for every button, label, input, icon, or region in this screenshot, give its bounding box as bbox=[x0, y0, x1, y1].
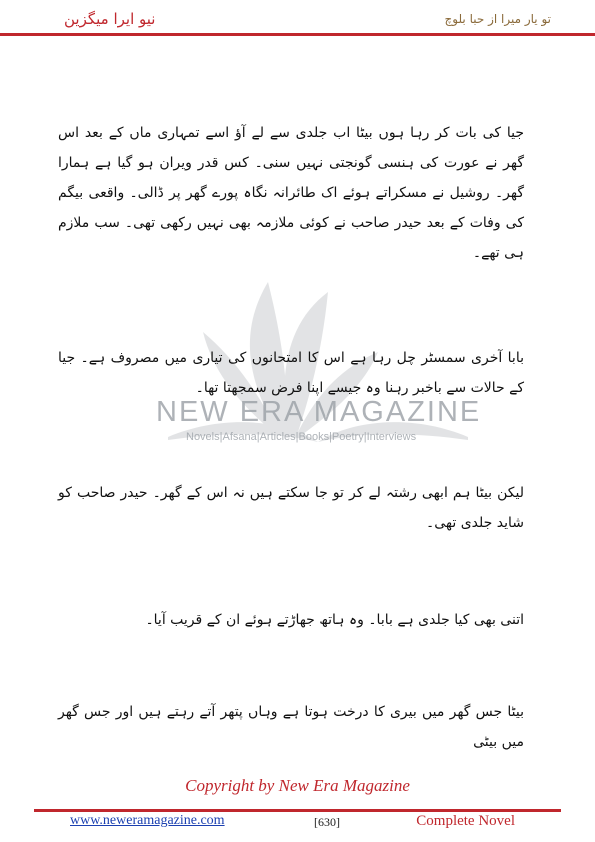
paragraph-5: بیٹا جس گھر میں بیری کا درخت ہوتا ہے وہاں پتھر آتے رہتے ہیں اور جس گھر میں بیٹی bbox=[58, 704, 524, 750]
paragraph-1: جیا کی بات کر رہا ہوں بیٹا اب جلدی سے لے آؤ اسے تمہاری ماں کے بعد اس گھر نے عورت کی ہنسی گونجتی نہیں سنی۔ کس قدر ویران ہو گیا ہے ہمارا گھر۔ روشیل نے مسکراتے ہوئے اک طائرانہ نگاہ پورے گھر پر ڈالی۔ واقعی بیگم کی وفات کے بعد حیدر صاحب نے کوئی ملازمہ بھی نہیں رکھی تھی۔ سب ملازم ہی تھے۔ bbox=[58, 125, 524, 261]
magazine-name: نیو ایرا میگزین bbox=[64, 10, 156, 28]
watermark-name: NEW ERA MAGAZINE bbox=[156, 396, 482, 428]
page-number: [630] bbox=[314, 815, 340, 829]
copyright-notice: Copyright by New Era Magazine bbox=[185, 776, 410, 795]
website-link[interactable]: www.neweramagazine.com bbox=[70, 813, 225, 828]
paragraph-2: بابا آخری سمسٹر چل رہا ہے اس کا امتحانوں کی تیاری میں مصروف ہے۔ جیا کے حالات سے باخبر رہنا وہ جیسے اپنا فرض سمجھتا تھا۔ bbox=[58, 350, 524, 396]
footer-divider bbox=[34, 809, 561, 812]
complete-novel-label: Complete Novel bbox=[416, 813, 515, 829]
watermark-tagline: Novels|Afsana|Articles|Books|Poetry|Interviews bbox=[186, 431, 417, 443]
novel-title-author: تو یار میرا از حبا بلوچ bbox=[444, 12, 551, 26]
header-divider bbox=[0, 33, 595, 36]
paragraph-3: لیکن بیٹا ہم ابھی رشتہ لے کر تو جا سکتے ہیں نہ اس کے گھر۔ حیدر صاحب کو شاید جلدی تھی۔ bbox=[58, 485, 524, 531]
paragraph-4: اتنی بھی کیا جلدی ہے بابا۔ وہ ہاتھ جھاڑتے ہوئے ان کے قریب آیا۔ bbox=[145, 612, 524, 628]
